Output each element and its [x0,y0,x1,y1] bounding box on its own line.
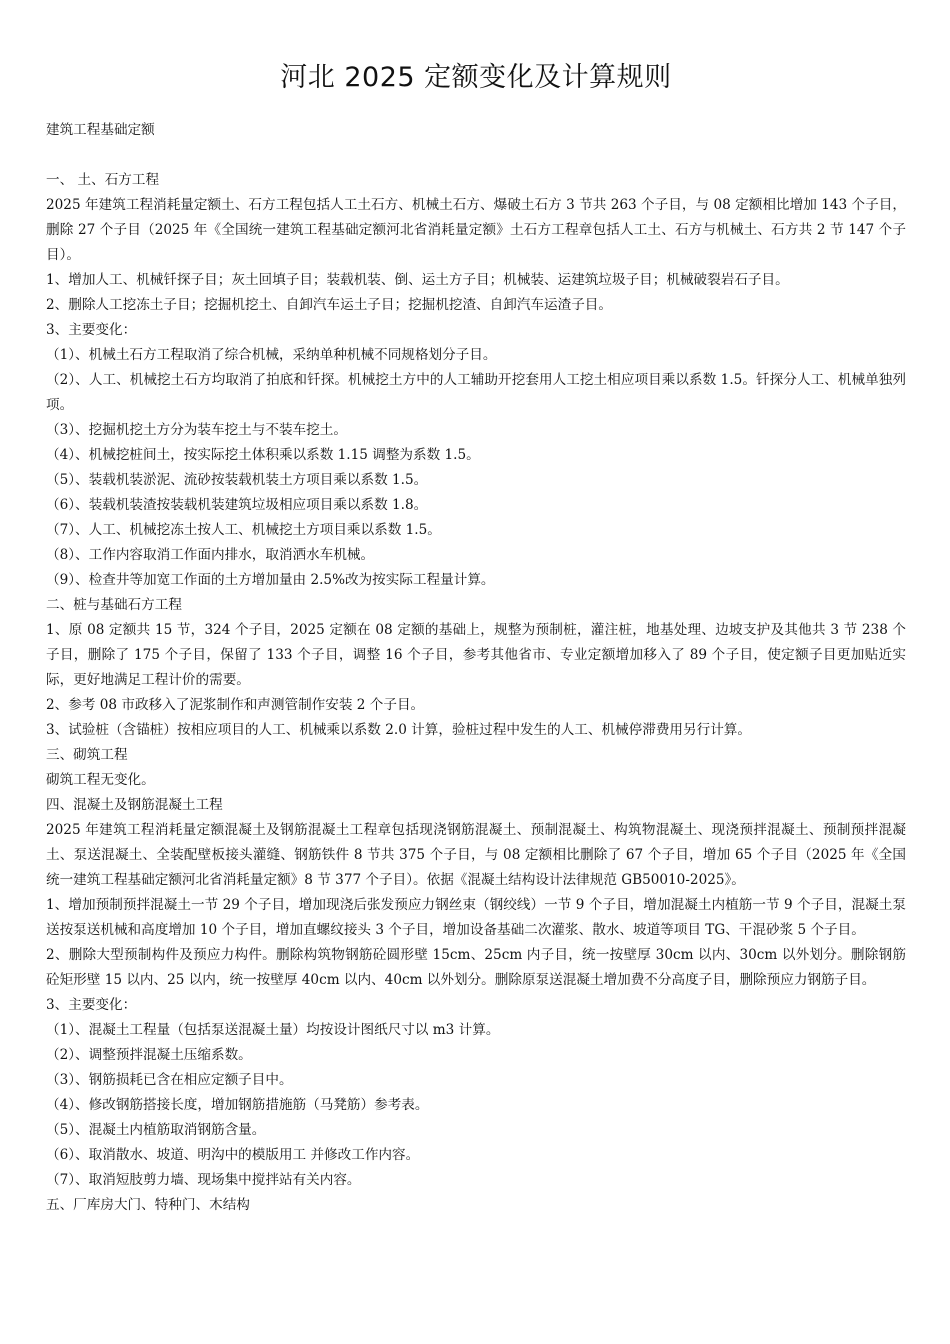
paragraph: 3、主要变化： [46,997,137,1013]
paragraph: （5）、装载机装淤泥、流砂按装载机装土方项目乘以系数 1.5。 [46,472,428,488]
paragraph: 2、删除大型预制构件及预应力构件。删除构筑物钢筋砼圆形壁 15cm、25cm 内子目，统一按壁厚 30cm 以内、30cm 以外划分。删除钢筋砼矩形壁 15 以内、25 以内，统一按壁厚 40cm 以内、40cm 以外划分。删除原泵送混凝土增加费不分高度子目，删除预应力钢筋子目。 [46,947,906,988]
document-body [46,168,906,1218]
paragraph: （2）、调整预拌混凝土压缩系数。 [46,1047,252,1063]
paragraph: （1）、混凝土工程量（包括泵送混凝土量）均按设计图纸尺寸以 m3 计算。 [46,1022,500,1038]
paragraph: 三、砌筑工程 [46,747,128,763]
paragraph: 2、删除人工挖冻土子目；挖掘机挖土、自卸汽车运土子目；挖掘机挖渣、自卸汽车运渣子目。 [46,297,612,313]
paragraph: 二、桩与基础石方工程 [46,597,182,613]
paragraph: （6）、装载机装渣按装载机装建筑垃圾相应项目乘以系数 1.8。 [46,497,428,513]
paragraph: 3、试验桩（含锚桩）按相应项目的人工、机械乘以系数 2.0 计算，验桩过程中发生的人工、机械停滞费用另行计算。 [46,722,751,738]
paragraph: 2025 年建筑工程消耗量定额混凝土及钢筋混凝土工程章包括现浇钢筋混凝土、预制混凝土、构筑物混凝土、现浇预拌混凝土、预制预拌混凝土、泵送混凝土、全装配壁板接头灌缝、钢筋铁件 8 节共 375 个子目，与 08 定额相比删除了 67 个子目，增加 65 个子目（2025 年《全国统一建筑工程基础定额河北省消耗量定额》8 节 377 个子目）。依据《混凝土结构设计法律规范 GB50010-2025》。 [46,822,906,888]
paragraph: 2、参考 08 市政移入了泥浆制作和声测管制作安装 2 个子目。 [46,697,425,713]
paragraph: 四、混凝土及钢筋混凝土工程 [46,797,223,813]
paragraph: 2025 年建筑工程消耗量定额土、石方工程包括人工土石方、机械土石方、爆破土石方 3 节共 263 个子目，与 08 定额相比增加 143 个子目，删除 27 个子目（2025 年《全国统一建筑工程基础定额河北省消耗量定额》土石方工程章包括人工土、石方与机械土、石方共 2 节 147 个子目）。 [46,197,906,263]
paragraph: 1、增加人工、机械钎探子目；灰土回填子目；装载机装、倒、运土方子目；机械装、运建筑垃圾子目；机械破裂岩石子目。 [46,272,789,288]
paragraph: （4）、机械挖桩间土，按实际挖土体积乘以系数 1.15 调整为系数 1.5。 [46,447,480,463]
paragraph: 1、增加预制预拌混凝土一节 29 个子目，增加现浇后张发预应力钢丝束（钢绞线）一节 9 个子目，增加混凝土内植筋一节 9 个子目，混凝土泵送按泵送机械和高度增加 10 个子目，增加直螺纹接头 3 个子目，增加设备基础二次灌浆、散水、坡道等项目 TG、干混砂浆 5 个子目。 [46,897,906,938]
paragraph: 1、原 08 定额共 15 节，324 个子目，2025 定额在 08 定额的基础上，规整为预制桩，灌注桩，地基处理、边坡支护及其他共 3 节 238 个子目，删除了 175 个子目，保留了 133 个子目，调整 16 个子目，参考其他省市、专业定额增加移入了 89 个子目，使定额子目更加贴近实际，更好地满足工程计价的需要。 [46,622,906,688]
document-subtitle: 建筑工程基础定额 [46,122,155,138]
paragraph: 一、 土、石方工程 [46,172,160,188]
paragraph: （2）、人工、机械挖土石方均取消了拍底和钎探。机械挖土方中的人工辅助开挖套用人工挖土相应项目乘以系数 1.5。钎探分人工、机械单独列项。 [46,372,906,413]
paragraph: （6）、取消散水、坡道、明沟中的模版用工 并修改工作内容。 [46,1147,420,1163]
paragraph: （9）、检查井等加宽工作面的土方增加量由 2.5%改为按实际工程量计算。 [46,572,495,588]
paragraph: （8）、工作内容取消工作面内排水，取消洒水车机械。 [46,547,375,563]
paragraph: （7）、取消短肢剪力墙、现场集中搅拌站有关内容。 [46,1172,361,1188]
paragraph: （3）、挖掘机挖土方分为装车挖土与不装车挖土。 [46,422,347,438]
paragraph: （1）、机械土石方工程取消了综合机械，采纳单种机械不同规格划分子目。 [46,347,497,363]
document-title: 河北 2025 定额变化及计算规则 [280,62,672,93]
paragraph: 3、主要变化： [46,322,137,338]
paragraph: （4）、修改钢筋搭接长度，增加钢筋措施筋（马凳筋）参考表。 [46,1097,429,1113]
paragraph: （5）、混凝土内植筋取消钢筋含量。 [46,1122,266,1138]
paragraph: 砌筑工程无变化。 [46,772,155,788]
paragraph: （7）、人工、机械挖冻土按人工、机械挖土方项目乘以系数 1.5。 [46,522,441,538]
paragraph: 五、厂库房大门、特种门、木结构 [46,1197,250,1213]
paragraph: （3）、钢筋损耗已含在相应定额子目中。 [46,1072,293,1088]
